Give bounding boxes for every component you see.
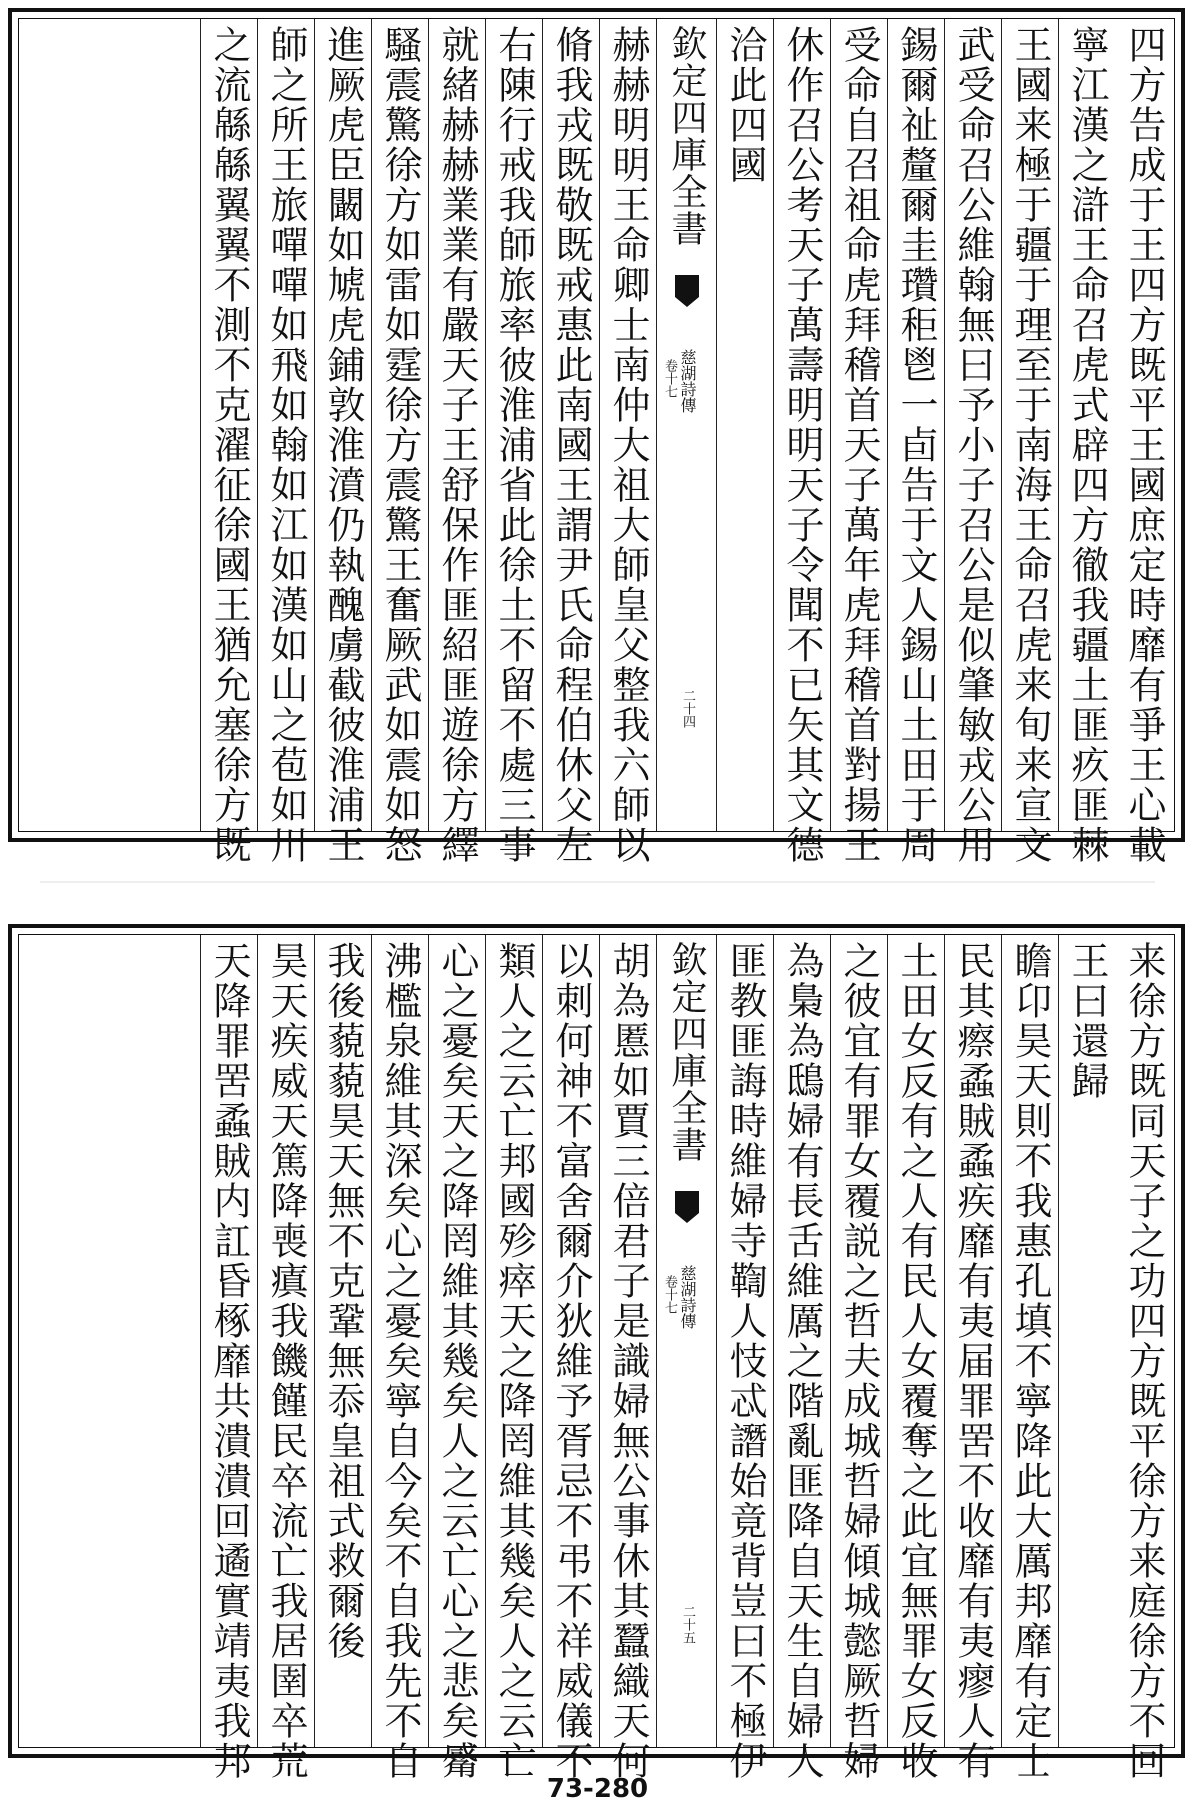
column-text: 師之所王旅嘽嘽如飛如翰如江如漢如山之苞如川 bbox=[264, 25, 308, 865]
top-page-text-frame bbox=[18, 18, 1175, 865]
column-text: 四方告成于王四方既平王國庶定時靡有爭王心載 bbox=[1122, 25, 1166, 865]
top-page bbox=[8, 8, 1185, 865]
text-column-left-1 bbox=[599, 935, 656, 1781]
text-column-left-2 bbox=[542, 19, 599, 865]
text-column-left-8 bbox=[200, 19, 257, 865]
fish-tail-mark-icon bbox=[675, 1191, 699, 1213]
text-column-right-5 bbox=[887, 935, 944, 1781]
book-title: 慈湖詩傳 bbox=[678, 1265, 697, 1329]
text-column-left-5 bbox=[371, 935, 428, 1781]
text-column-right-6 bbox=[830, 19, 887, 865]
library-title: 欽定四庫全書 bbox=[666, 25, 707, 247]
column-text: 匪教匪誨時維婦寺鞫人忮忒譖始竟背豈曰不極伊 bbox=[723, 941, 767, 1781]
fish-tail-mark-icon bbox=[675, 275, 699, 297]
juan-number: 卷十七 bbox=[662, 359, 677, 398]
column-text: 之流緜緜翼翼不測不克濯征徐國王猶允塞徐方既 bbox=[207, 25, 251, 865]
page-number: 73-280 bbox=[546, 1774, 649, 1804]
column-text: 昊天疾威天篤降喪瘨我饑饉民卒流亡我居圉卒荒 bbox=[264, 941, 308, 1781]
column-text: 以刺何神不富舍爾介狄維予胥忌不弔不祥威儀不 bbox=[549, 941, 593, 1781]
text-column-right-4 bbox=[944, 935, 1001, 1781]
column-text: 進厥虎臣闞如虓虎鋪敦淮濆仍執醜虜截彼淮浦王 bbox=[321, 25, 365, 865]
column-text: 騷震驚徐方如雷如霆徐方震驚王奮厥武如震如怒 bbox=[378, 25, 422, 865]
column-text: 我後藐藐昊天無不克鞏無忝皇祖式救爾後 bbox=[321, 941, 365, 1661]
column-text: 之彼宜有罪女覆説之哲夫成城哲婦傾城懿厥哲婦 bbox=[837, 941, 881, 1781]
text-column-right-7 bbox=[773, 19, 830, 865]
text-column-right-4 bbox=[944, 19, 1001, 865]
text-column-left-3 bbox=[485, 19, 542, 865]
bottom-page bbox=[8, 924, 1185, 1781]
column-text: 王曰還歸 bbox=[1065, 941, 1109, 1101]
center-fold bbox=[656, 19, 716, 831]
column-text: 来徐方既同天子之功四方既平徐方来庭徐方不回 bbox=[1122, 941, 1166, 1781]
text-column-right-2 bbox=[1058, 19, 1115, 865]
column-text: 瞻卬昊天則不我惠孔填不寧降此大厲邦靡有定士 bbox=[1008, 941, 1052, 1781]
library-title: 欽定四庫全書 bbox=[666, 941, 707, 1163]
leaf-number: 二十四 bbox=[680, 689, 695, 728]
text-column-right-7 bbox=[773, 935, 830, 1781]
column-text: 赫赫明明王命卿士南仲大祖大師皇父整我六師以 bbox=[606, 25, 650, 865]
column-text: 寧江漢之滸王命召虎式辟四方徹我疆土匪疚匪棘 bbox=[1065, 25, 1109, 865]
bottom-page-text-frame bbox=[18, 934, 1175, 1781]
text-column-right-1 bbox=[1115, 935, 1172, 1781]
column-text: 民其瘵蟊賊蟊疾靡有夷届罪罟不收靡有夷瘳人有 bbox=[951, 941, 995, 1781]
text-column-right-2 bbox=[1058, 935, 1115, 1747]
column-text: 休作召公考天子萬壽明明天子令聞不已矢其文德 bbox=[780, 25, 824, 865]
leaf-number: 二十五 bbox=[680, 1605, 695, 1644]
column-text: 土田女反有之人有民人女覆奪之此宜無罪女反收 bbox=[894, 941, 938, 1781]
column-text: 就緒赫赫業業有嚴天子王舒保作匪紹匪遊徐方繹 bbox=[435, 25, 479, 865]
text-column-right-3 bbox=[1001, 935, 1058, 1781]
column-text: 受命自召祖命虎拜稽首天子萬年虎拜稽首對揚王 bbox=[837, 25, 881, 865]
column-text: 沸檻泉維其深矣心之憂矣寧自今矣不自我先不自 bbox=[378, 941, 422, 1781]
page-separator bbox=[0, 852, 1195, 912]
book-title: 慈湖詩傳 bbox=[678, 349, 697, 413]
text-column-left-7 bbox=[257, 935, 314, 1781]
text-column-left-4 bbox=[428, 19, 485, 865]
text-column-right-5 bbox=[887, 19, 944, 865]
column-text: 洽此四國 bbox=[723, 25, 767, 185]
column-text: 天降罪罟蟊賊内訌昏椓靡共潰潰回遹實靖夷我邦 bbox=[207, 941, 251, 1781]
column-text: 右陳行戒我師旅率彼淮浦省此徐土不留不處三事 bbox=[492, 25, 536, 865]
column-text: 類人之云亡邦國殄瘁天之降罔維其幾矣人之云亡 bbox=[492, 941, 536, 1781]
column-text: 胡為慝如賈三倍君子是識婦無公事休其蠶織天何 bbox=[606, 941, 650, 1781]
text-column-left-7 bbox=[257, 19, 314, 865]
text-column-left-6 bbox=[314, 935, 371, 1747]
center-fold bbox=[656, 935, 716, 1747]
juan-number: 卷十七 bbox=[662, 1275, 677, 1314]
text-column-right-6 bbox=[830, 935, 887, 1781]
column-text: 錫爾祉釐爾圭瓚秬鬯一卣告于文人錫山土田于周 bbox=[894, 25, 938, 865]
text-column-right-8 bbox=[716, 935, 773, 1781]
text-column-left-5 bbox=[371, 19, 428, 865]
text-column-left-1 bbox=[599, 19, 656, 865]
text-column-right-1 bbox=[1115, 19, 1172, 865]
text-column-right-3 bbox=[1001, 19, 1058, 865]
text-column-left-4 bbox=[428, 935, 485, 1781]
column-text: 心之憂矣天之降罔維其幾矣人之云亡心之悲矣觱 bbox=[435, 941, 479, 1781]
text-column-left-6 bbox=[314, 19, 371, 865]
column-text: 武受命召公維翰無曰予小子召公是似肇敏戎公用 bbox=[951, 25, 995, 865]
column-text: 王國来極于疆于理至于南海王命召虎来旬来宣文 bbox=[1008, 25, 1052, 865]
text-column-left-3 bbox=[485, 935, 542, 1781]
text-column-left-8 bbox=[200, 935, 257, 1781]
text-column-left-2 bbox=[542, 935, 599, 1781]
column-text: 脩我戎既敬既戒惠此南國王謂尹氏命程伯休父左 bbox=[549, 25, 593, 865]
column-text: 為梟為鴟婦有長舌維厲之階亂匪降自天生自婦人 bbox=[780, 941, 824, 1781]
text-column-right-8 bbox=[716, 19, 773, 831]
